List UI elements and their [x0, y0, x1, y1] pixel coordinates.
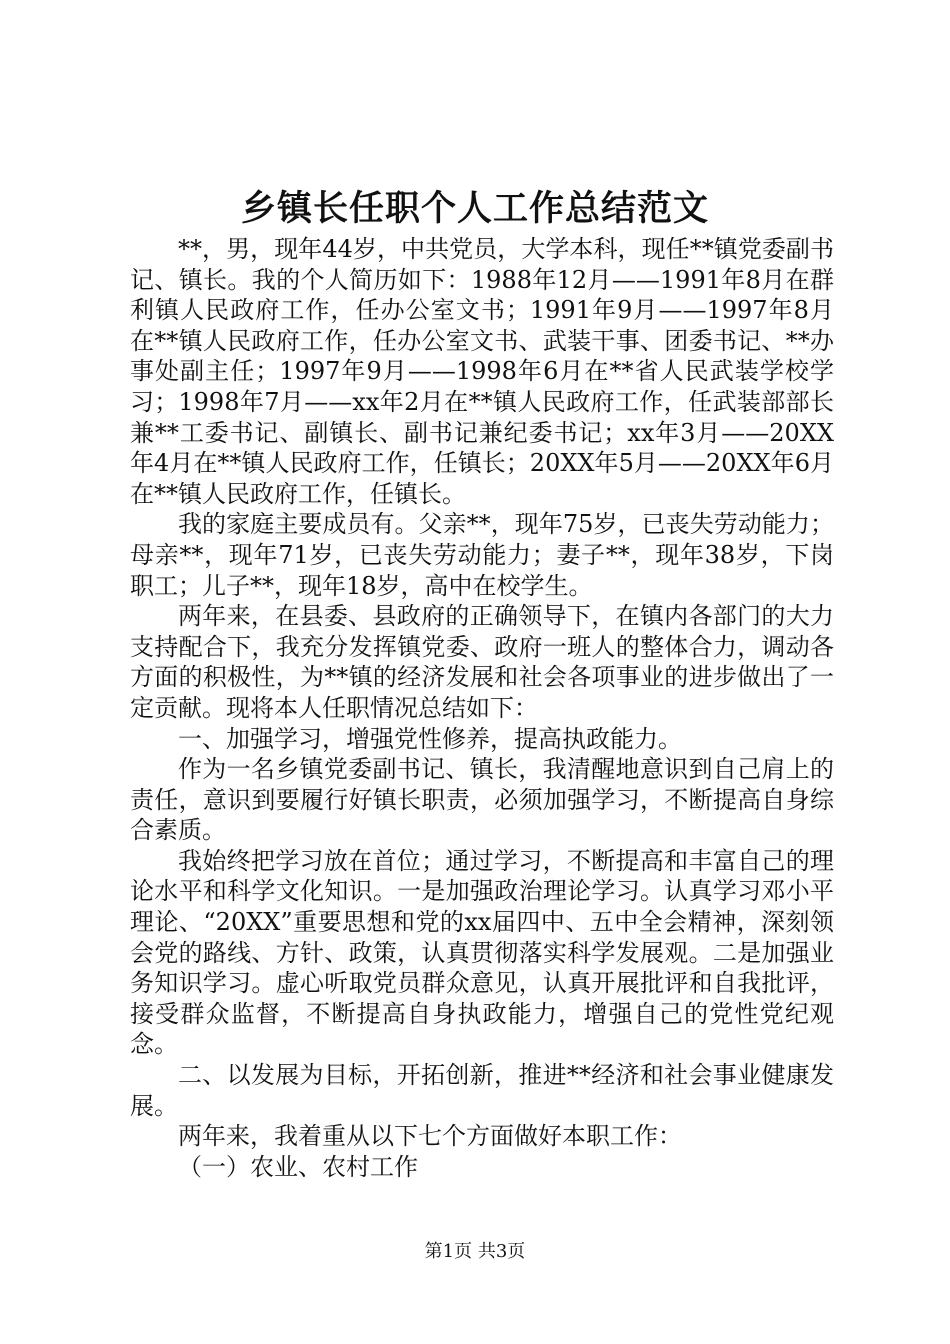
paragraph-responsibility: 作为一名乡镇党委副书记、镇长，我清醒地意识到自己肩上的责任，意识到要履行好镇长职责，必须加强学习，不断提高自身综合素质。 — [130, 755, 834, 845]
section-heading-development: 二、以发展为目标，开拓创新，推进**经济和社会事业健康发展。 — [130, 1061, 834, 1120]
paragraph-seven-aspects: 两年来，我着重从以下七个方面做好本职工作： — [178, 1122, 682, 1151]
paragraph-intro: 两年来，在县委、县政府的正确领导下，在镇内各部门的大力支持配合下，我充分发挥镇党委、政府一班人的整体合力，调动各方面的积极性，为**镇的经济发展和社会各项事业的进步做出了一定贡献。现将本人任职情况总结如下： — [130, 602, 834, 722]
page-footer: 第1页 共3页 — [424, 1241, 526, 1262]
document-title: 乡镇长任职个人工作总结范文 — [240, 188, 709, 229]
subsection-heading-agriculture: （一）农业、农村工作 — [178, 1152, 418, 1181]
paragraph-family: 我的家庭主要成员有。父亲**，现年75岁，已丧失劳动能力；母亲**，现年71岁，已丧失劳动能力；妻子**，现年38岁，下岗职工；儿子**，现年18岁，高中在校学生。 — [130, 510, 834, 600]
paragraph-study: 我始终把学习放在首位；通过学习，不断提高和丰富自己的理论水平和科学文化知识。一是加强政治理论学习。认真学习邓小平理论、“20XX”重要思想和党的xx届四中、五中全会精神，深刻领会党的路线、方针、政策，认真贯彻落实科学发展观。二是加强业务知识学习。虚心听取党员群众意见，认真开展批评和自我批评，接受群众监督，不断提高自身执政能力，增强自己的党性党纪观念。 — [130, 846, 834, 1059]
document-body — [130, 234, 834, 1182]
paragraph-resume: **，男，现年44岁，中共党员，大学本科，现任**镇党委副书记、镇长。我的个人简历如下：1988年12月——1991年8月在群利镇人民政府工作，任办公室文书；1991年9月——1997年8月在**镇人民政府工作，任办公室文书、武装干事、团委书记、**办事处副主任；1997年9月——1998年6月在**省人民武装学校学习；1998年7月——xx年2月在**镇人民政府工作，任武装部部长兼**工委书记、副镇长、副书记兼纪委书记；xx年3月——20XX年4月在**镇人民政府工作，任镇长；20XX年5月——20XX年6月在**镇人民政府工作，任镇长。 — [130, 235, 834, 508]
section-heading-study: 一、加强学习，增强党性修养，提高执政能力。 — [178, 724, 682, 753]
